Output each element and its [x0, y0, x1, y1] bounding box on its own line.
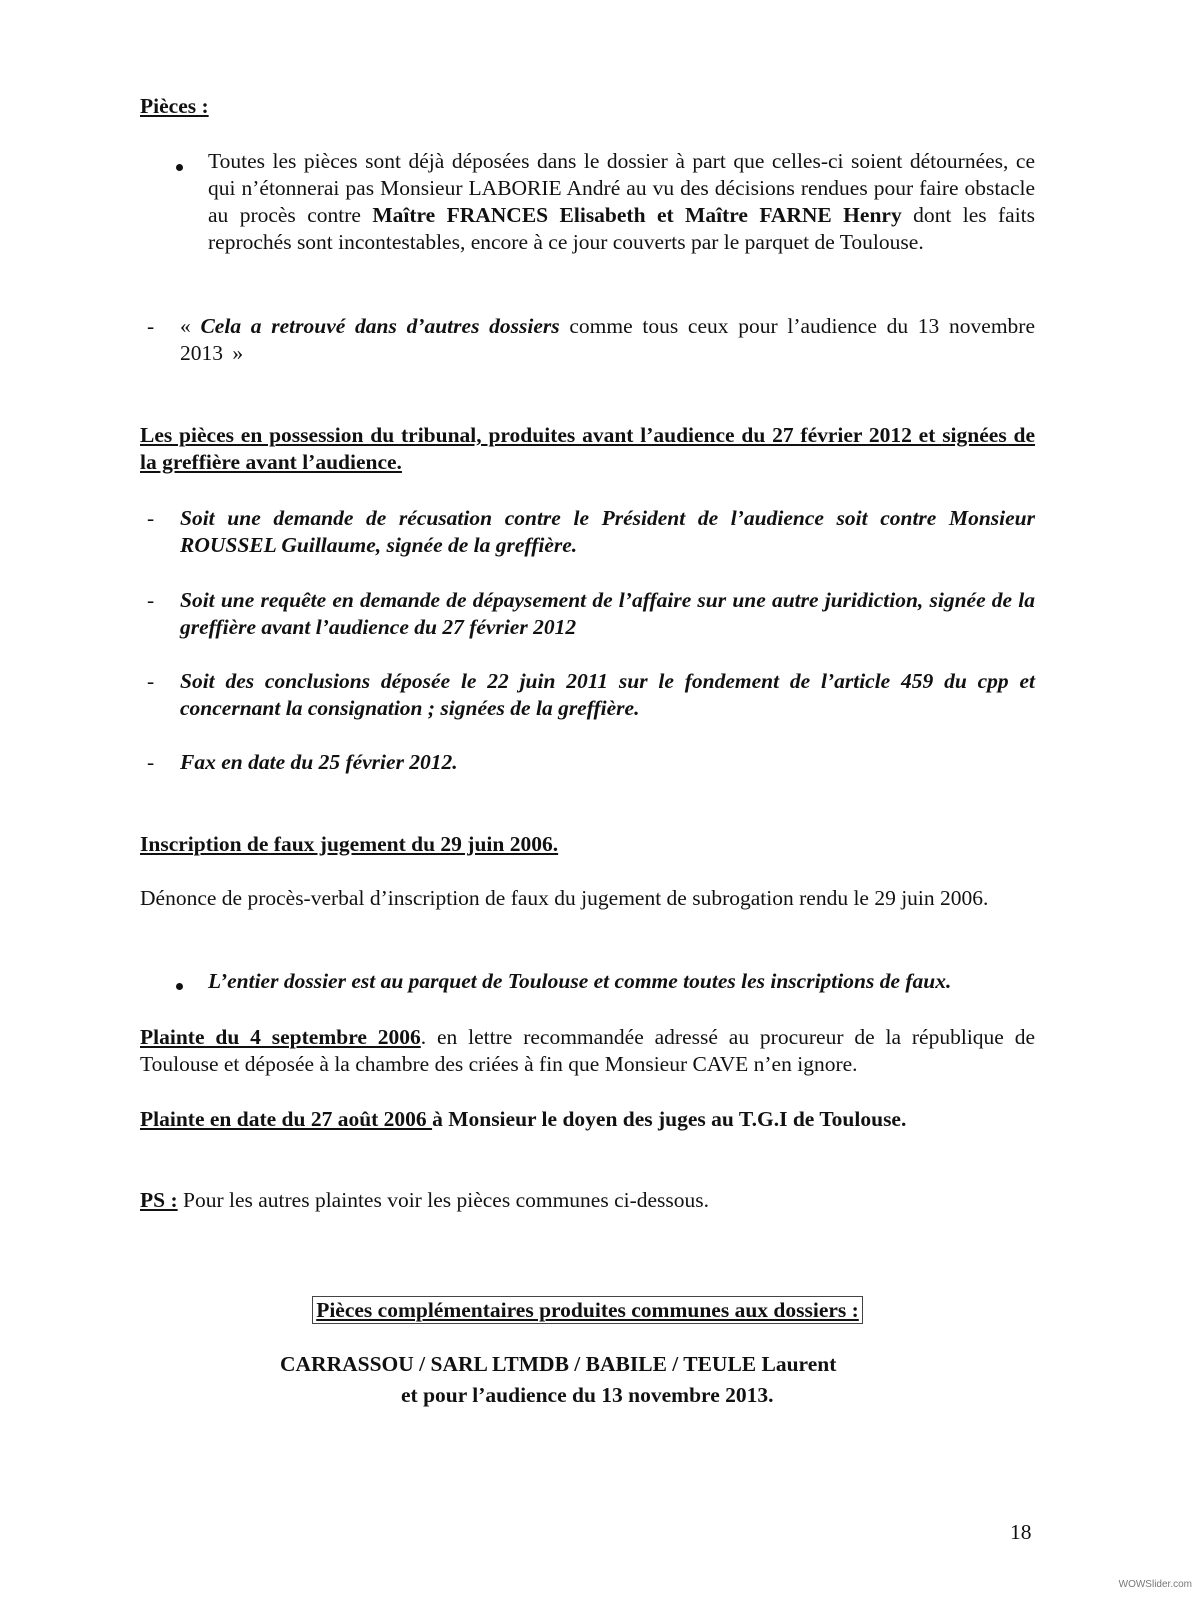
parties-line: CARRASSOU / SARL LTMDB / BABILE / TEULE Laurent: [280, 1352, 837, 1376]
dash-item-recusation: Soit une demande de récusation contre le Président de l’audience soit contre Monsieur ROUSSEL Guillaume, signée de la greffière.: [180, 506, 1035, 557]
boxed-heading-wrapper: [140, 1296, 1035, 1324]
dash-item-conclusions: Soit des conclusions déposée le 22 juin 2011 sur le fondement de l’article 459 du cpp et concernant la consignation ; signées de la greffière.: [180, 669, 1035, 720]
dash-marker: -: [147, 669, 155, 693]
dash-item-depaysement: Soit une requête en demande de dépaysement de l’affaire sur une autre juridiction, signée de la greffière avant l’audience du 27 février 2012: [180, 588, 1035, 639]
bullet-dot-icon: [176, 970, 194, 997]
dash-item-fax: Fax en date du 25 février 2012.: [180, 750, 458, 774]
dash-marker: -: [147, 750, 155, 774]
plainte-aout-paragraph: Plainte en date du 27 août 2006 à Monsieur le doyen des juges au T.G.I de Toulouse.: [140, 1107, 907, 1131]
ps-paragraph: PS : Pour les autres plaintes voir les pièces communes ci-dessous.: [140, 1188, 710, 1212]
section-heading-tribunal: Les pièces en possession du tribunal, produites avant l’audience du 27 février 2012 et signées de la greffière avant l’audience.: [140, 423, 1035, 474]
plainte-septembre-paragraph: Plainte du 4 septembre 2006. en lettre recommandée adressé au procureur de la république de Toulouse et déposée à la chambre des criées à fin que Monsieur CAVE n’en ignore.: [140, 1025, 1036, 1076]
dash-marker: -: [147, 588, 155, 612]
page-number: 18: [1010, 1520, 1032, 1544]
bullet-paragraph-pieces: Toutes les pièces sont déjà déposées dans le dossier à part que celles-ci soient détournées, ce qui n’étonnerai pas Monsieur LABORIE André au vu des décisions rendues pour faire obstacle au procès contre Maître FRANCES Elisabeth et Maître FARNE Henry dont les faits reprochés sont incontestables, encore à ce jour couverts par le parquet de Toulouse.: [208, 149, 1036, 254]
dash-marker: -: [147, 506, 155, 530]
bullet-dot-icon: [176, 151, 194, 178]
heading-inscription-faux: Inscription de faux jugement du 29 juin 2006.: [140, 832, 559, 856]
dash-marker: -: [147, 314, 155, 338]
denonce-paragraph: Dénonce de procès-verbal d’inscription de faux du jugement de subrogation rendu le 29 juin 2006.: [140, 886, 989, 910]
heading-pieces: Pièces :: [140, 94, 209, 118]
bullet-paragraph-parquet: L’entier dossier est au parquet de Toulouse et comme toutes les inscriptions de faux.: [208, 969, 952, 993]
watermark: WOWSlider.com: [1118, 1579, 1192, 1590]
audience-line: et pour l’audience du 13 novembre 2013.: [401, 1383, 774, 1407]
quote-paragraph: « Cela a retrouvé dans d’autres dossiers comme tous ceux pour l’audience du 13 novembre 2013 »: [180, 314, 1035, 365]
boxed-heading-pieces-complementaires: Pièces complémentaires produites communes aux dossiers :: [312, 1296, 863, 1324]
